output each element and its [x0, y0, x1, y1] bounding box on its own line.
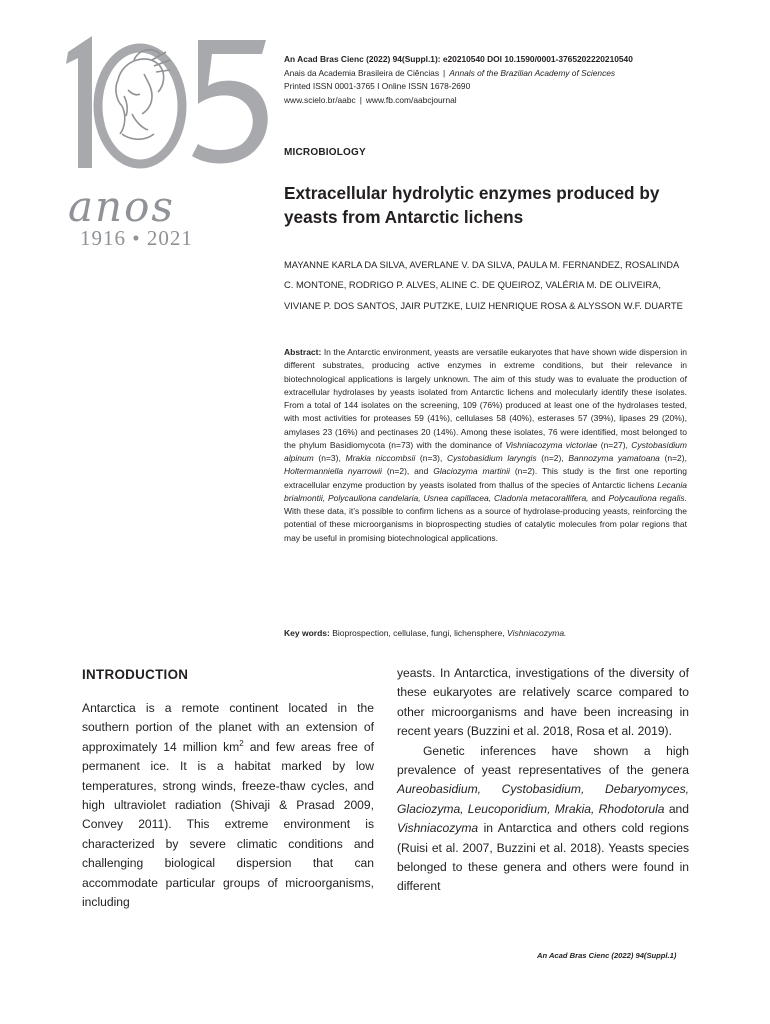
keywords-italic: Vishniacozyma. — [507, 628, 567, 638]
citation-line: An Acad Bras Cienc (2022) 94(Suppl.1): e20210540 DOI 10.1590/0001-3765202220210540 — [284, 54, 633, 64]
species-name: Bannozyma yamatoana — [568, 453, 660, 463]
species-name: Cystobasidium alpinum — [284, 439, 687, 463]
logo-word: anos — [68, 182, 175, 231]
abstract-text: (n=27), — [600, 439, 628, 450]
paragraph-text: Genetic inferences have shown a high prevalence of yeast representatives of the genera — [397, 743, 689, 778]
lichen-name: Polycauliona regalis. — [608, 492, 687, 503]
intro-paragraph — [397, 742, 689, 897]
article-title: Extracellular hydrolytic enzymes produced by yeasts from Antarctic lichens — [284, 183, 660, 227]
section-label: MICROBIOLOGY — [284, 147, 366, 158]
paragraph-text: Antarctica is a remote continent located in the southern portion of the planet with an extension of approximately 14 million km — [82, 701, 374, 754]
author-list: MAYANNE KARLA DA SILVA, AVERLANE V. DA SILVA, PAULA M. FERNANDEZ, ROSALINDA C. MONTONE, RODRIGO P. ALVES, ALINE C. DE QUEIROZ, VALÉRIA M. DE OLIVEIRA, VIVIANE P. DOS SANTOS, JAIR PUTZKE, LUIZ HENRIQUE ROSA & ALYSSON W.F. DUARTE — [284, 259, 683, 311]
abstract-label: Abstract: — [284, 347, 322, 357]
intro-paragraph: yeasts. In Antarctica, investigations of the diversity of these eukaryotes are relatively scarce compared to other microorganisms and have been increasing in recent years (Buzzini et al. 2018, Rosa et al. 2019). — [397, 666, 689, 739]
journal-name-line: Anais da Academia Brasileira de Ciências | Annals of the Brazilian Academy of Sciences — [284, 67, 616, 78]
paragraph-text: and — [668, 801, 689, 816]
introduction-heading: INTRODUCTION — [82, 667, 189, 682]
superscript: 2 — [239, 738, 244, 748]
abstract-text: (n=2). This study is the first one reporting extracellular enzyme production by yeasts isolated from thallus of the species of Antarctic lichens — [284, 466, 687, 490]
journal-anniversary-logo — [48, 30, 276, 250]
species-name: Vishniacozyma victoriae — [505, 439, 598, 450]
abstract-text: (n=2), and — [386, 466, 429, 477]
issn-line: Printed ISSN 0001-3765 I Online ISSN 1678-2690 — [284, 81, 471, 91]
keywords-text: Bioprospection, cellulase, fungi, lichensphere, — [332, 628, 505, 638]
abstract — [284, 346, 687, 545]
body-column-left — [82, 664, 374, 912]
genus-name: Vishniacozyma — [397, 821, 479, 836]
abstract-text: With these data, it’s possible to confirm lichens as a source of hydrolase-producing yeasts, reinforcing the potential of these microorganisms in bioprospecting studies of catalytic molecules from polar regions that may be useful in promising biotechnological applications. — [284, 506, 687, 543]
abstract-text: (n=3), — [419, 453, 443, 463]
paragraph-text: in Antarctica and others cold regions (Ruisi et al. 2007, Buzzini et al. 2018). Yeasts species belonged to these genera and others were found in different — [397, 821, 689, 894]
species-name: Holtermanniella nyarrowii — [284, 466, 382, 477]
abstract-text: (n=2), — [541, 453, 564, 463]
genera-names: Aureobasidium, Cystobasidium, Debaryomyces, Glaciozyma, Leucoporidium, Mrakia, Rhodotorula — [397, 782, 689, 816]
keywords — [284, 627, 687, 640]
logo-digit-one — [66, 36, 92, 168]
abstract-text: (n=2), — [664, 453, 687, 463]
logo-years: 1916 • 2021 — [80, 226, 193, 250]
abstract-text: (n=3), — [318, 453, 341, 463]
scielo-link[interactable]: www.scielo.br/aabc — [284, 94, 356, 105]
species-name: Glaciozyma martinii — [433, 466, 510, 477]
body-column-right — [397, 664, 689, 897]
species-name: Cystobasidium laryngis — [446, 453, 537, 463]
helmet-head-icon — [116, 50, 170, 140]
journal-name-en: Annals of the Brazilian Academy of Sciences — [449, 67, 616, 78]
lichen-names: Lecania brialmontii, Polycauliona candelaria, Usnea capillacea, Cladonia metacorallifera, — [284, 479, 687, 503]
keywords-label: Key words: — [284, 628, 330, 638]
journal-name-pt: Anais da Academia Brasileira de Ciências — [284, 67, 440, 78]
abstract-text: and — [591, 492, 606, 503]
species-name: Mrakia niccombsii — [345, 453, 416, 463]
abstract-text: In the Antarctic environment, yeasts are versatile eukaryotes that have shown wide dispersion in different substrates, producing active enzymes in extreme conditions, but their relevance in biotechnological applications is largely unknown. The aim of this study was to evaluate the production of extracellular hydrolases by yeasts isolated from Antarctic lichens and molecularly identify these isolates. From a total of 144 isolates on the screening, 109 (76%) produced at least one of the hydrolases tested, with most activities for proteases 59 (41%), cellulases 58 (40%), esterases 57 (39%), lipases 29 (20%), amylases 23 (16%) and pectinases 20 (14%). Among these isolates, 76 were identified, most belonged to the phylum Basidiomycota (n=73) with the dominance of — [284, 347, 687, 450]
logo-105-graphic — [48, 30, 276, 190]
logo-digit-zero — [98, 48, 182, 164]
logo-digit-five — [192, 40, 268, 164]
page-footer: An Acad Bras Cienc (2022) 94(Suppl.1) — [537, 951, 677, 960]
web-line: www.scielo.br/aabc | www.fb.com/aabcjournal — [284, 94, 457, 105]
journal-header — [284, 53, 704, 107]
intro-paragraph — [82, 699, 374, 912]
facebook-link[interactable]: www.fb.com/aabcjournal — [365, 94, 457, 105]
paragraph-text: and few areas free of permanent ice. It is a habitat marked by low temperatures, strong winds, freeze-thaw cycles, and high ultraviolet radiation (Shivaji & Prasad 2009, Convey 2011). This extreme environment is characterized by severe climatic conditions and challenging biological dispersion that can accommodate particular groups of microorganisms, including — [82, 739, 374, 910]
